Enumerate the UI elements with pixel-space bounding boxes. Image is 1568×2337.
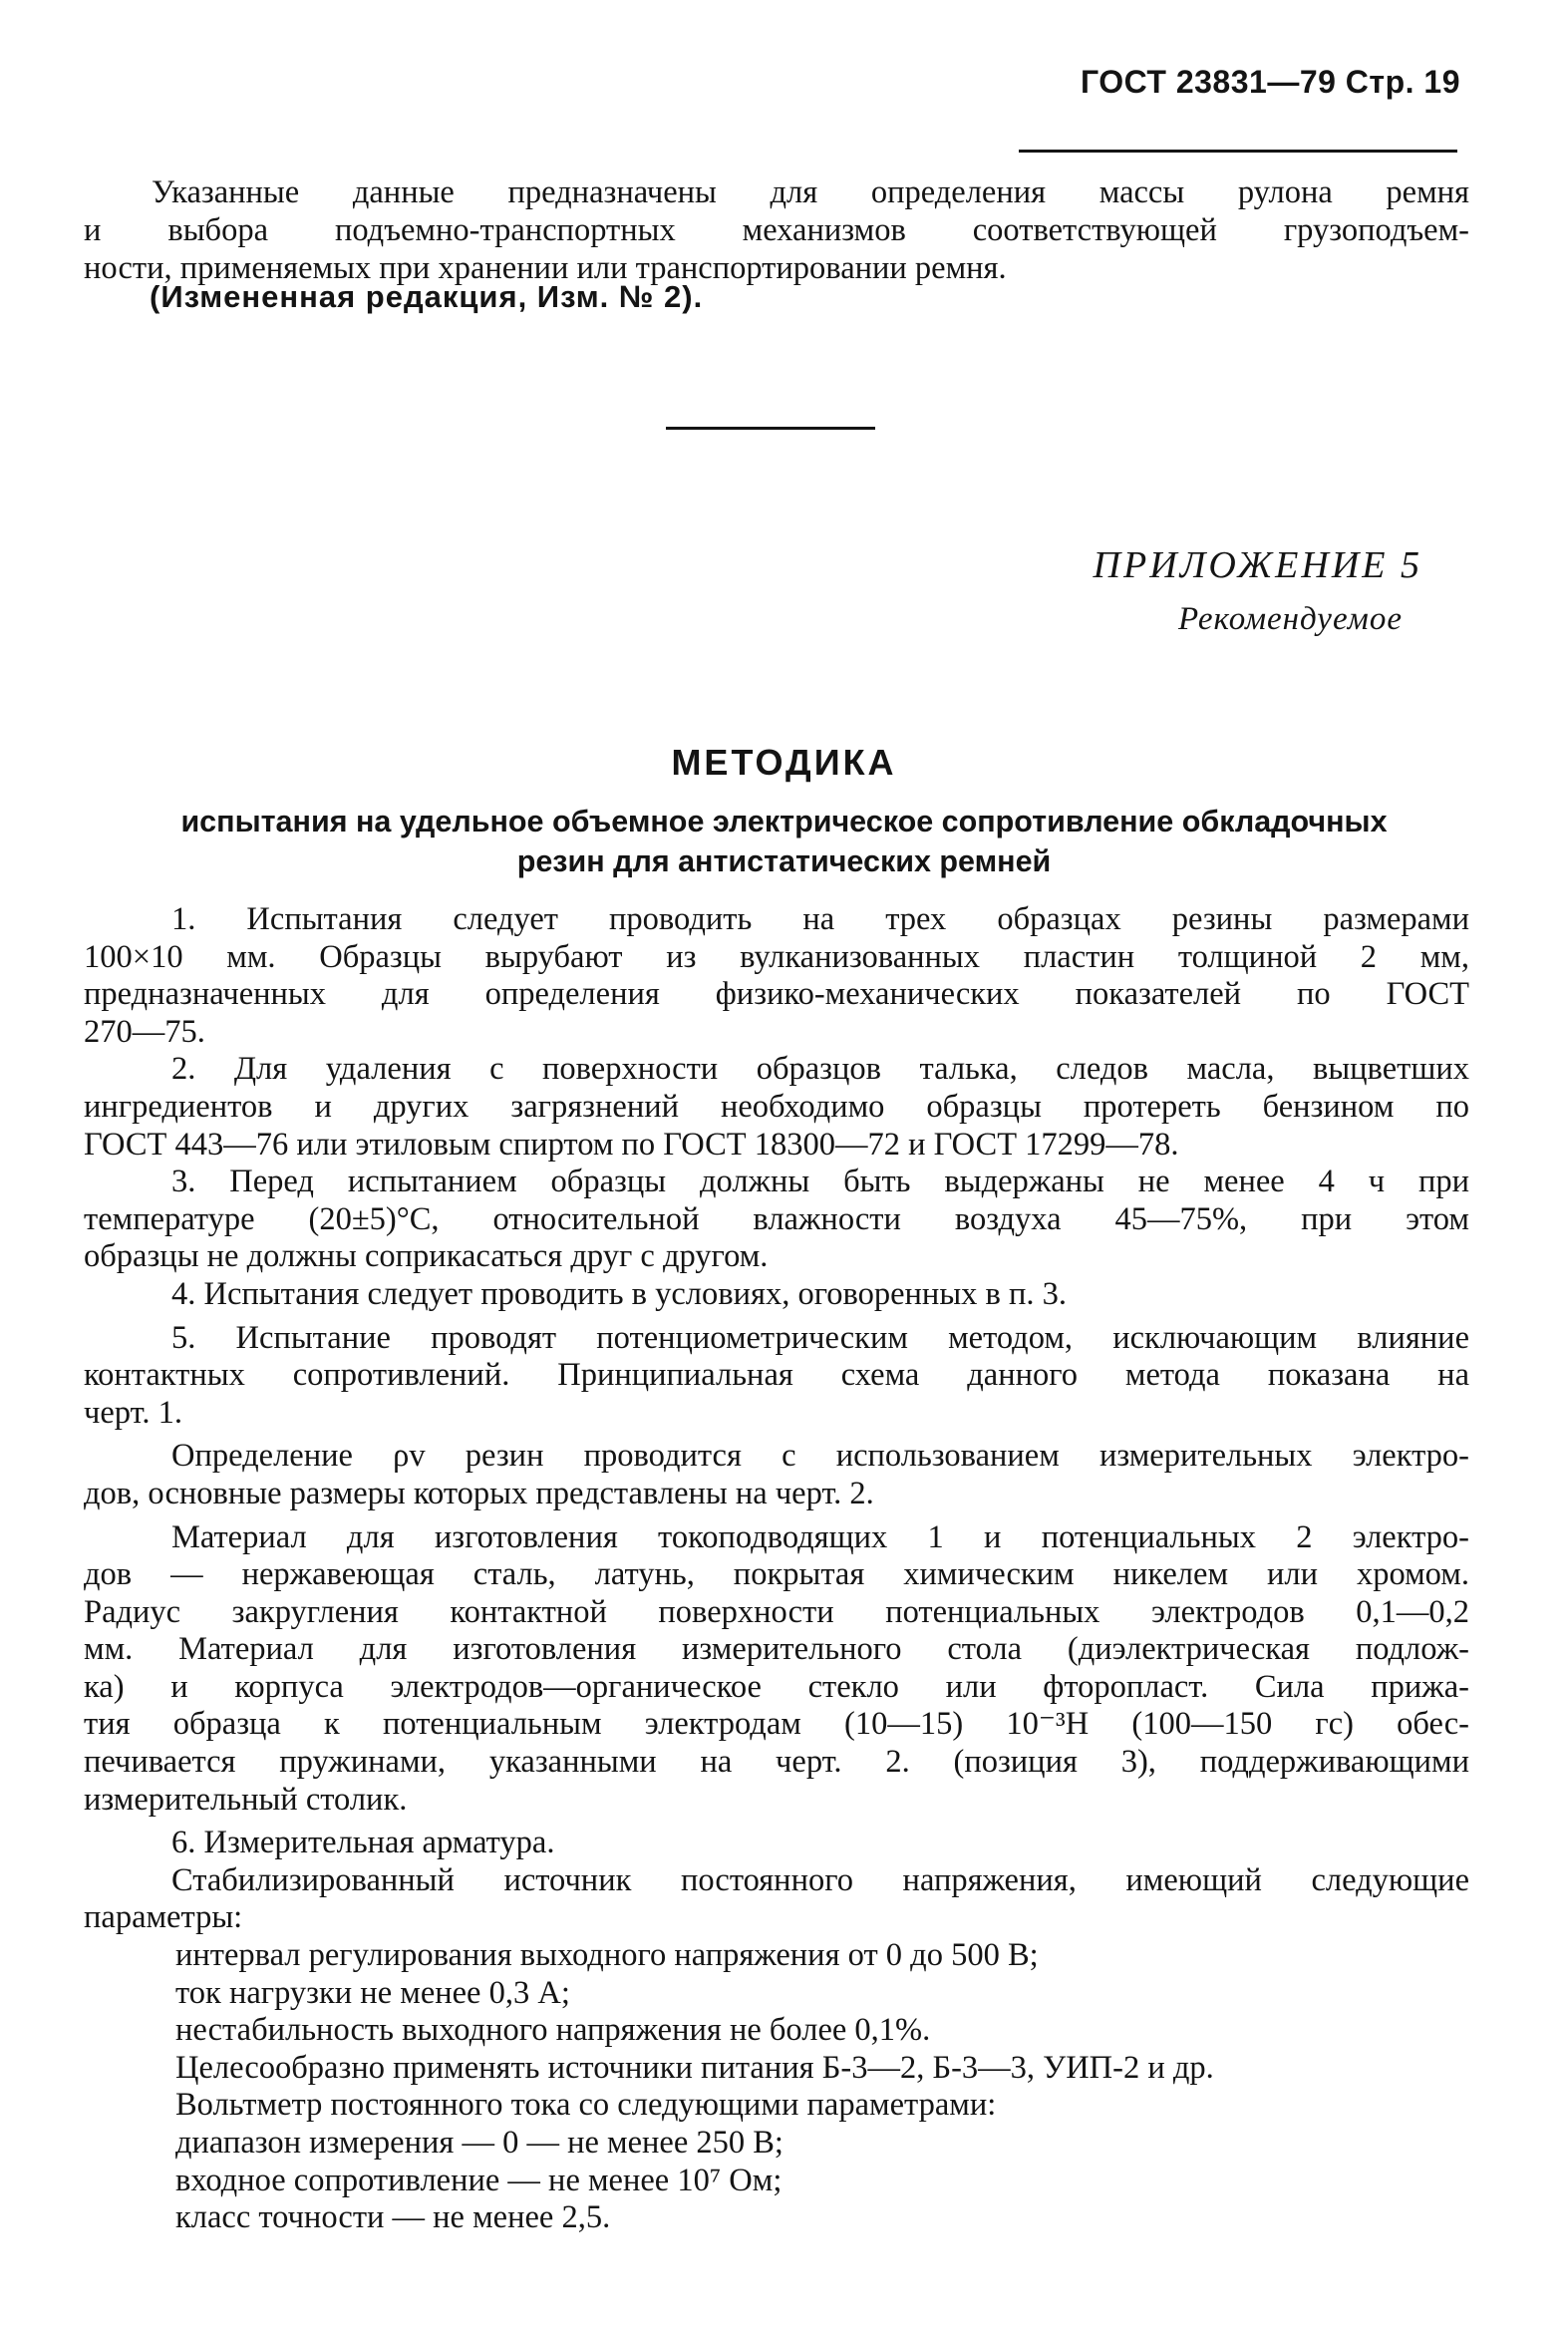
paragraph-7	[84, 1519, 1469, 1820]
list-item: нестабильность выходного напряжения не более 0,1%.	[175, 2012, 931, 2049]
text-line: 1. Испытания следует проводить на трех образцах резины размерами	[171, 901, 1469, 937]
text-line: печивается пружинами, указанными на черт. 2. (позиция 3), поддерживающими	[84, 1744, 1469, 1781]
text-line: измерительный столик.	[84, 1781, 408, 1818]
text-line: мм. Материал для изготовления измерительного стола (диэлектрическая подлож-	[84, 1631, 1469, 1668]
text-line: 5. Испытание проводят потенциометрическим методом, исключающим влияние	[171, 1319, 1469, 1356]
text-line: Радиус закругления контактной поверхности потенциальных электродов 0,1—0,2	[84, 1593, 1469, 1630]
text-line: Материал для изготовления токоподводящих 1 и потенциальных 2 электро-	[171, 1518, 1469, 1555]
method-subtitle-line: испытания на удельное объемное электрическое сопротивление обкладочных	[180, 805, 1388, 838]
text-line: образцы не должны соприкасаться друг с другом.	[84, 1238, 769, 1275]
parameter-list	[84, 1937, 1469, 2237]
paragraph-1	[84, 901, 1469, 1051]
list-item: класс точности — не менее 2,5.	[175, 2199, 611, 2236]
text-line: ГОСТ 443—76 или этиловым спиртом по ГОСТ 18300—72 и ГОСТ 17299—78.	[84, 1126, 1179, 1163]
list-item: Вольтметр постоянного тока со следующими параметрами:	[175, 2087, 997, 2124]
text-line: предназначенных для определения физико-механических показателей по ГОСТ	[84, 976, 1469, 1013]
section-divider	[666, 427, 875, 430]
text-line: Стабилизированный источник постоянного напряжения, имеющий следующие	[171, 1861, 1469, 1898]
method-subtitle-line: резин для антистатических ремней	[516, 844, 1052, 878]
text-line: черт. 1.	[84, 1394, 182, 1431]
text-line: 270—75.	[84, 1013, 205, 1050]
appendix-label: ПРИЛОЖЕНИЕ 5	[1093, 544, 1422, 586]
intro-line: и выбора подъемно-транспортных механизмов соответствующей грузоподъем-	[84, 212, 1469, 248]
method-body	[84, 901, 1469, 2237]
text-line: ка) и корпуса электродов—органическое стекло или фторопласт. Сила прижа-	[84, 1668, 1469, 1705]
text-line: дов — нержавеющая сталь, латунь, покрытая химическим никелем или хромом.	[84, 1556, 1469, 1593]
text-line: ингредиентов и других загрязнений необходимо образцы протереть бензином по	[84, 1088, 1469, 1125]
list-item: диапазон измерения — 0 — не менее 250 В;	[175, 2125, 784, 2161]
text-line: 6. Измерительная арматура.	[171, 1825, 555, 1861]
header-rule	[1019, 150, 1457, 153]
intro-paragraph	[84, 173, 1469, 287]
list-item: Целесообразно применять источники питания Б-3—2, Б-3—3, УИП-2 и др.	[175, 2049, 1214, 2086]
text-line: параметры:	[84, 1899, 243, 1936]
method-title: МЕТОДИКА	[671, 742, 897, 783]
text-line: 3. Перед испытанием образцы должны быть выдержаны не менее 4 ч при	[171, 1164, 1469, 1200]
paragraph-4	[84, 1276, 1469, 1314]
paragraph-8	[84, 1825, 1469, 1862]
text-line: Определение ρv резин проводится с использованием измерительных электро-	[171, 1438, 1469, 1475]
text-line: температуре (20±5)°С, относительной влажности воздуха 45—75%, при этом	[84, 1200, 1469, 1237]
text-line: 2. Для удаления с поверхности образцов талька, следов масла, выцветших	[171, 1051, 1469, 1088]
paragraph-9	[84, 1862, 1469, 1937]
text-line: 100×10 мм. Образцы вырубают из вулканизованных пластин толщиной 2 мм,	[84, 938, 1469, 975]
paragraph-3	[84, 1164, 1469, 1276]
paragraph-6	[84, 1438, 1469, 1512]
list-item: ток нагрузки не менее 0,3 А;	[175, 1974, 570, 2011]
appendix-status: Рекомендуемое	[1177, 601, 1403, 637]
intro-line: ности, применяемых при хранении или транспортировании ремня.	[84, 250, 1007, 286]
intro-line: Указанные данные предназначены для определения массы рулона ремня	[152, 174, 1469, 210]
list-item: интервал регулирования выходного напряжения от 0 до 500 В;	[175, 1937, 1039, 1974]
text-line: тия образца к потенциальным электродам (10—15) 10⁻³Н (100—150 гс) обес-	[84, 1706, 1469, 1743]
list-item: входное сопротивление — не менее 10⁷ Ом;	[175, 2162, 783, 2198]
revision-note: (Измененная редакция, Изм. № 2).	[150, 279, 704, 314]
paragraph-5	[84, 1320, 1469, 1433]
paragraph-2	[84, 1051, 1469, 1164]
text-line: контактных сопротивлений. Принципиальная схема данного метода показана на	[84, 1357, 1469, 1394]
method-subtitle	[0, 802, 1568, 881]
page-header: ГОСТ 23831—79 Стр. 19	[1080, 64, 1460, 100]
text-line: 4. Испытания следует проводить в условиях, оговоренных в п. 3.	[171, 1275, 1068, 1312]
text-line: дов, основные размеры которых представлены на черт. 2.	[84, 1475, 874, 1511]
